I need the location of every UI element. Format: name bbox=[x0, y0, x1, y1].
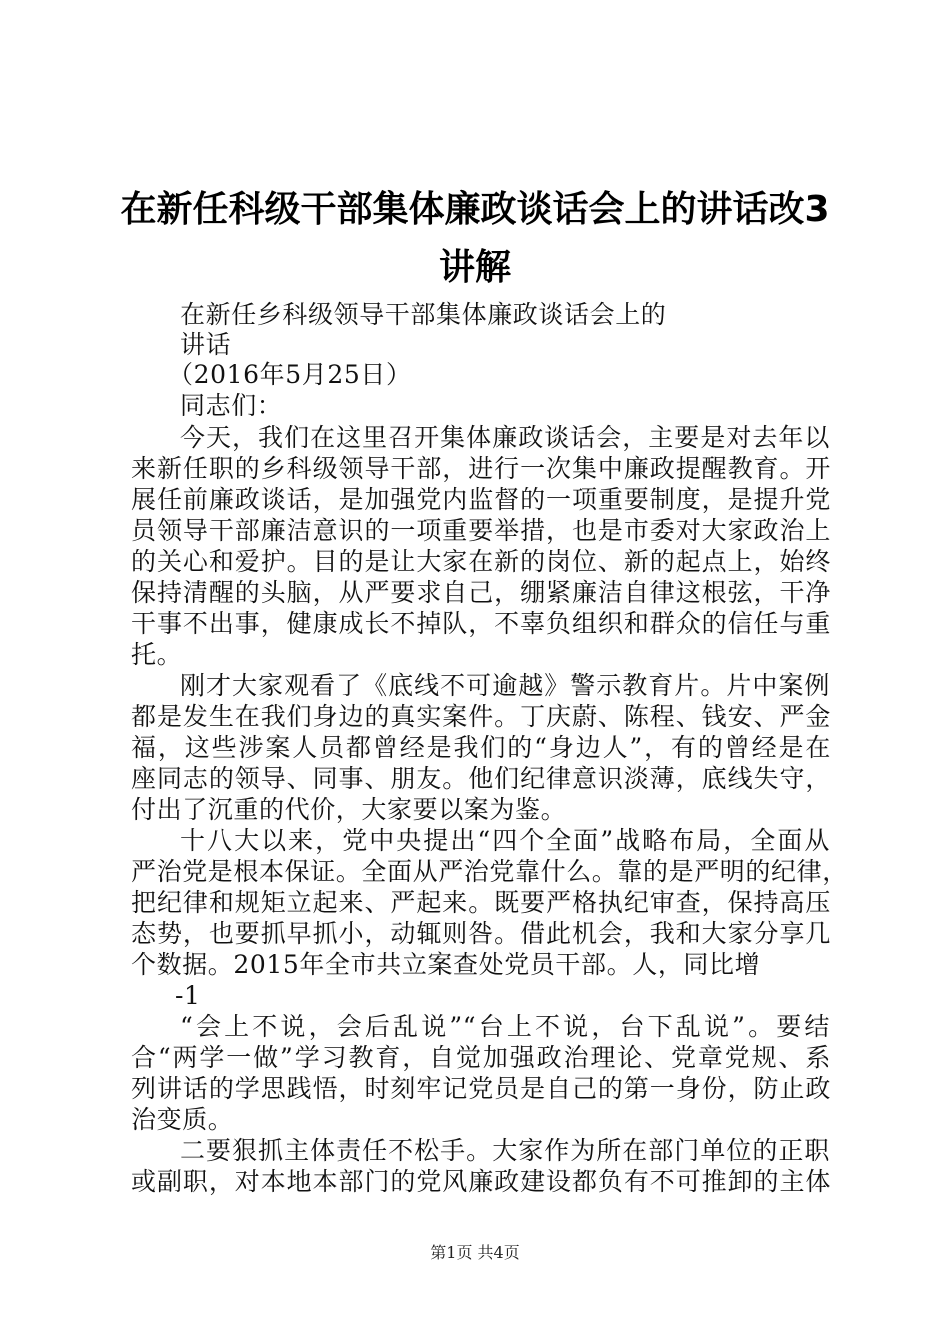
body-line: 座同志的领导、同事、朋友。他们纪律意识淡薄，底线失守， bbox=[131, 764, 831, 793]
body-line: 付出了沉重的代价，大家要以案为鉴。 bbox=[131, 795, 567, 824]
body-line: 的关心和爱护。目的是让大家在新的岗位、新的起点上，始终 bbox=[131, 547, 831, 576]
body-line: 保持清醒的头脑，从严要求自己，绷紧廉洁自律这根弦，干净 bbox=[131, 578, 831, 607]
page-marker: -1 bbox=[175, 981, 201, 1010]
body-line: 干事不出事，健康成长不掉队，不辜负组织和群众的信任与重 bbox=[131, 609, 831, 638]
body-line: 十八大以来，党中央提出“四个全面”战略布局，全面从 bbox=[180, 826, 830, 855]
document-title-line-2: 讲解 bbox=[438, 247, 511, 288]
body-line: “会上不说，会后乱说”“台上不说，台下乱说”。要结 bbox=[180, 1012, 830, 1041]
page-footer: 第1页 共4页 bbox=[430, 1243, 520, 1262]
body-line: 把纪律和规矩立起来、严起来。既要严格执纪审查，保持高压 bbox=[131, 888, 831, 917]
body-line: 列讲话的学思践悟，时刻牢记党员是自己的第一身份，防止政 bbox=[131, 1074, 831, 1103]
body-line: 合“两学一做”学习教育，自觉加强政治理论、党章党规、系 bbox=[131, 1043, 831, 1072]
body-line: 个数据。2015年全市共立案查处党员干部。人，同比增 bbox=[131, 950, 761, 979]
body-line: 来新任职的乡科级领导干部，进行一次集中廉政提醒教育。开 bbox=[131, 454, 831, 483]
body-line: 态势，也要抓早抓小，动辄则咎。借此机会，我和大家分享几 bbox=[131, 919, 831, 948]
subtitle-line-2: 讲话 bbox=[180, 330, 232, 359]
body-line: 二要狠抓主体责任不松手。大家作为所在部门单位的正职 bbox=[180, 1136, 830, 1165]
body-line: 展任前廉政谈话，是加强党内监督的一项重要制度，是提升党 bbox=[131, 485, 831, 514]
body-line: 今天，我们在这里召开集体廉政谈话会，主要是对去年以 bbox=[180, 423, 830, 452]
body-line: 治变质。 bbox=[131, 1105, 234, 1134]
body-line: 或副职，对本地本部门的党风廉政建设都负有不可推卸的主体 bbox=[131, 1167, 831, 1196]
date-line: （2016年5月25日） bbox=[168, 360, 412, 389]
body-line: 严治党是根本保证。全面从严治党靠什么。靠的是严明的纪律， bbox=[131, 857, 848, 886]
body-line: 员领导干部廉洁意识的一项重要举措，也是市委对大家政治上 bbox=[131, 516, 831, 545]
body-line: 都是发生在我们身边的真实案件。丁庆蔚、陈程、钱安、严金 bbox=[131, 702, 831, 731]
salutation: 同志们： bbox=[180, 391, 283, 420]
subtitle-line-1: 在新任乡科级领导干部集体廉政谈话会上的 bbox=[180, 300, 667, 329]
body-line: 托。 bbox=[131, 640, 183, 669]
body-line: 福，这些涉案人员都曾经是我们的“身边人”，有的曾经是在 bbox=[131, 733, 831, 762]
body-line: 刚才大家观看了《底线不可逾越》警示教育片。片中案例 bbox=[180, 671, 830, 700]
document-title-line-1: 在新任科级干部集体廉政谈话会上的讲话改3 bbox=[120, 189, 830, 230]
